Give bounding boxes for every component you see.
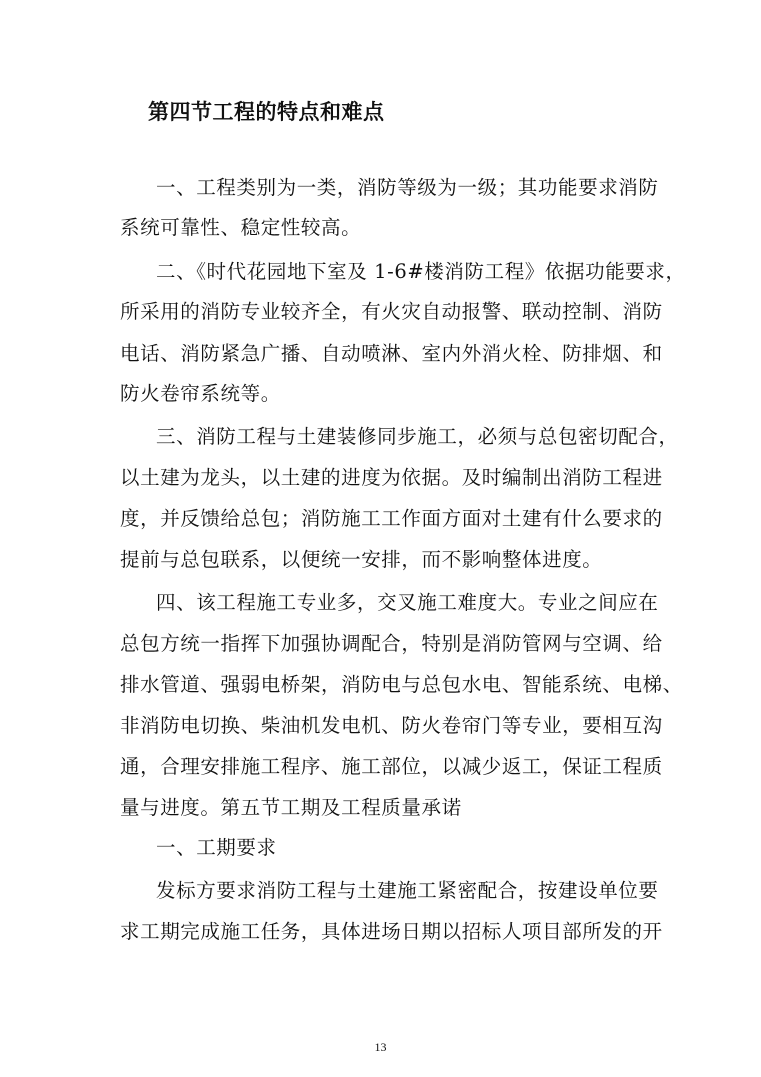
paragraph-line: 度，并反馈给总包；消防施工工作面方面对土建有什么要求的 <box>120 507 663 530</box>
paragraph-line: 提前与总包联系，以便统一安排，而不影响整体进度。 <box>120 548 603 571</box>
paragraph-line: 排水管道、强弱电桥架，消防电与总包水电、智能系统、电梯、 <box>120 673 683 696</box>
subsection-heading: 一、工期要求 <box>156 836 277 859</box>
page-number: 13 <box>374 1040 387 1054</box>
paragraph-line: 发标方要求消防工程与土建施工紧密配合，按建设单位要 <box>156 879 659 902</box>
section-heading: 第四节工程的特点和难点 <box>148 99 385 124</box>
paragraph-line: 所采用的消防专业较齐全，有火灾自动报警、联动控制、消防 <box>120 300 663 323</box>
paragraph-line: 总包方统一指挥下加强协调配合，特别是消防管网与空调、给 <box>120 632 663 655</box>
paragraph-line: 四、该工程施工专业多，交叉施工难度大。专业之间应在 <box>156 591 659 614</box>
paragraph-line: 防火卷帘系统等。 <box>120 382 281 405</box>
paragraph-line: 一、工程类别为一类，消防等级为一级；其功能要求消防 <box>156 176 659 199</box>
paragraph-line: 求工期完成施工任务，具体进场日期以招标人项目部所发的开 <box>120 920 663 943</box>
paragraph-line: 非消防电切换、柴油机发电机、防火卷帘门等专业，要相互沟 <box>120 714 663 737</box>
paragraph-line: 三、消防工程与土建装修同步施工，必须与总包密切配合， <box>156 425 679 448</box>
paragraph-line: 量与进度。第五节工期及工程质量承诺 <box>120 796 462 819</box>
paragraph-line: 系统可靠性、稳定性较高。 <box>120 216 362 239</box>
paragraph-line: 二、《时代花园地下室及 1-6#楼消防工程》依据功能要求， <box>156 260 686 283</box>
paragraph-line: 以土建为龙头，以土建的进度为依据。及时编制出消防工程进 <box>120 466 663 489</box>
paragraph-line: 通，合理安排施工程序、施工部位，以减少返工，保证工程质 <box>120 755 663 778</box>
paragraph-line: 电话、消防紧急广播、自动喷淋、室内外消火栓、防排烟、和 <box>120 342 663 365</box>
